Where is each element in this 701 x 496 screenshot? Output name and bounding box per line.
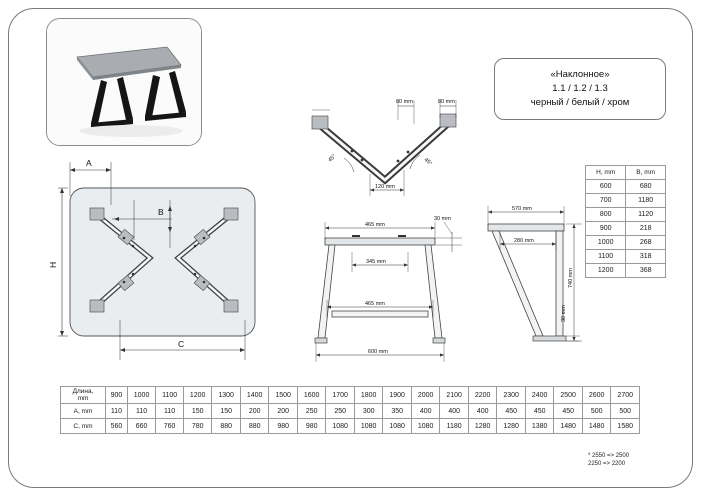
hb-h-5: 1100: [586, 250, 626, 264]
size-table-row-label-c: C, mm: [61, 419, 106, 434]
side-top-width-label: 570 mm: [512, 206, 532, 212]
c-3: 780: [183, 419, 212, 434]
a-9: 300: [354, 404, 383, 419]
hb-h-1: 700: [586, 194, 626, 208]
len-3: 1200: [183, 387, 212, 404]
a-0: 110: [106, 404, 128, 419]
c-5: 880: [240, 419, 269, 434]
front-lower-width-label: 465 mm: [365, 301, 385, 307]
len-18: 2700: [611, 387, 640, 404]
detail-v-view: [312, 99, 456, 196]
a-15: 450: [525, 404, 554, 419]
c-12: 1180: [440, 419, 469, 434]
c-7: 980: [297, 419, 326, 434]
c-2: 760: [156, 419, 184, 434]
size-table-row-label-length: [61, 387, 106, 404]
side-inner-width-label: 280 mm: [514, 238, 534, 244]
a-2: 110: [156, 404, 184, 419]
a-16: 450: [554, 404, 583, 419]
side-view: [488, 206, 582, 341]
hb-h-2: 800: [586, 208, 626, 222]
c-9: 1080: [354, 419, 383, 434]
detail-top-left-label: 80 mm: [396, 99, 413, 105]
c-10: 1080: [383, 419, 412, 434]
hb-b-4: 268: [626, 236, 666, 250]
a-6: 200: [269, 404, 298, 419]
len-14: 2300: [497, 387, 526, 404]
footnote-line-1: * 2550 => 2500: [588, 453, 630, 459]
footnotes: [588, 452, 629, 468]
len-11: 2000: [411, 387, 440, 404]
product-colors: черный / белый / хром: [530, 97, 630, 108]
detail-angle-left-label: 45°: [327, 153, 338, 164]
c-1: 660: [127, 419, 156, 434]
c-0: 560: [106, 419, 128, 434]
hb-h-0: 600: [586, 180, 626, 194]
front-base-width-label: 600 mm: [368, 349, 388, 355]
len-0: 900: [106, 387, 128, 404]
a-13: 400: [468, 404, 497, 419]
c-11: 1080: [411, 419, 440, 434]
len-2: 1100: [156, 387, 184, 404]
product-name: «Наклонное»: [550, 69, 610, 80]
len-5: 1400: [240, 387, 269, 404]
dim-h-label: H: [48, 261, 58, 268]
top-view: [48, 158, 255, 360]
dim-a-label: A: [86, 158, 92, 168]
front-top-width-label: 465 mm: [365, 222, 385, 228]
c-14: 1280: [497, 419, 526, 434]
c-18: 1580: [611, 419, 640, 434]
c-17: 1480: [582, 419, 611, 434]
len-13: 2200: [468, 387, 497, 404]
len-4: 1300: [212, 387, 241, 404]
hb-b-5: 318: [626, 250, 666, 264]
len-9: 1800: [354, 387, 383, 404]
footnote-line-2: 2250 => 2200: [588, 461, 626, 467]
a-12: 400: [440, 404, 469, 419]
detail-angle-right-label: 45°: [422, 157, 433, 168]
len-label-line1: Длина,: [72, 388, 94, 395]
c-13: 1280: [468, 419, 497, 434]
len-6: 1500: [269, 387, 298, 404]
size-table-row-label-a: A, mm: [61, 404, 106, 419]
a-7: 250: [297, 404, 326, 419]
hb-b-1: 1180: [626, 194, 666, 208]
size-table: [60, 386, 640, 434]
table-row: [61, 404, 640, 419]
c-6: 980: [269, 419, 298, 434]
a-3: 150: [183, 404, 212, 419]
table-row: [61, 387, 640, 404]
front-inner-width-label: 345 mm: [366, 259, 386, 265]
side-height-label: 740 mm: [568, 268, 574, 288]
side-foot-thickness-label: 30 mm: [561, 305, 567, 322]
front-view: [315, 216, 462, 362]
dim-b-label: B: [158, 207, 164, 217]
a-1: 110: [127, 404, 156, 419]
a-5: 200: [240, 404, 269, 419]
a-18: 500: [611, 404, 640, 419]
front-thickness-label: 30 mm: [434, 216, 451, 222]
table-row: [61, 419, 640, 434]
a-11: 400: [411, 404, 440, 419]
len-label-line2: mm: [77, 395, 89, 402]
len-17: 2600: [582, 387, 611, 404]
len-1: 1000: [127, 387, 156, 404]
a-14: 450: [497, 404, 526, 419]
len-10: 1900: [383, 387, 412, 404]
hb-header-b: B, mm: [626, 166, 666, 180]
len-8: 1700: [326, 387, 355, 404]
hb-b-3: 218: [626, 222, 666, 236]
len-7: 1600: [297, 387, 326, 404]
dim-c-label: C: [178, 339, 185, 349]
hb-b-6: 368: [626, 264, 666, 278]
a-4: 150: [212, 404, 241, 419]
hb-h-6: 1200: [586, 264, 626, 278]
hb-h-3: 900: [586, 222, 626, 236]
hb-header-h: H, mm: [586, 166, 626, 180]
a-8: 250: [326, 404, 355, 419]
c-4: 880: [212, 419, 241, 434]
c-15: 1380: [525, 419, 554, 434]
len-12: 2100: [440, 387, 469, 404]
a-10: 350: [383, 404, 412, 419]
hb-h-4: 1000: [586, 236, 626, 250]
c-8: 1080: [326, 419, 355, 434]
hb-b-2: 1120: [626, 208, 666, 222]
len-16: 2500: [554, 387, 583, 404]
product-model: 1.1 / 1.2 / 1.3: [552, 83, 608, 94]
c-16: 1480: [554, 419, 583, 434]
detail-bottom-label: 120 mm: [375, 184, 395, 190]
detail-top-right-label: 80 mm: [438, 99, 455, 105]
hb-b-0: 680: [626, 180, 666, 194]
a-17: 500: [582, 404, 611, 419]
len-15: 2400: [525, 387, 554, 404]
